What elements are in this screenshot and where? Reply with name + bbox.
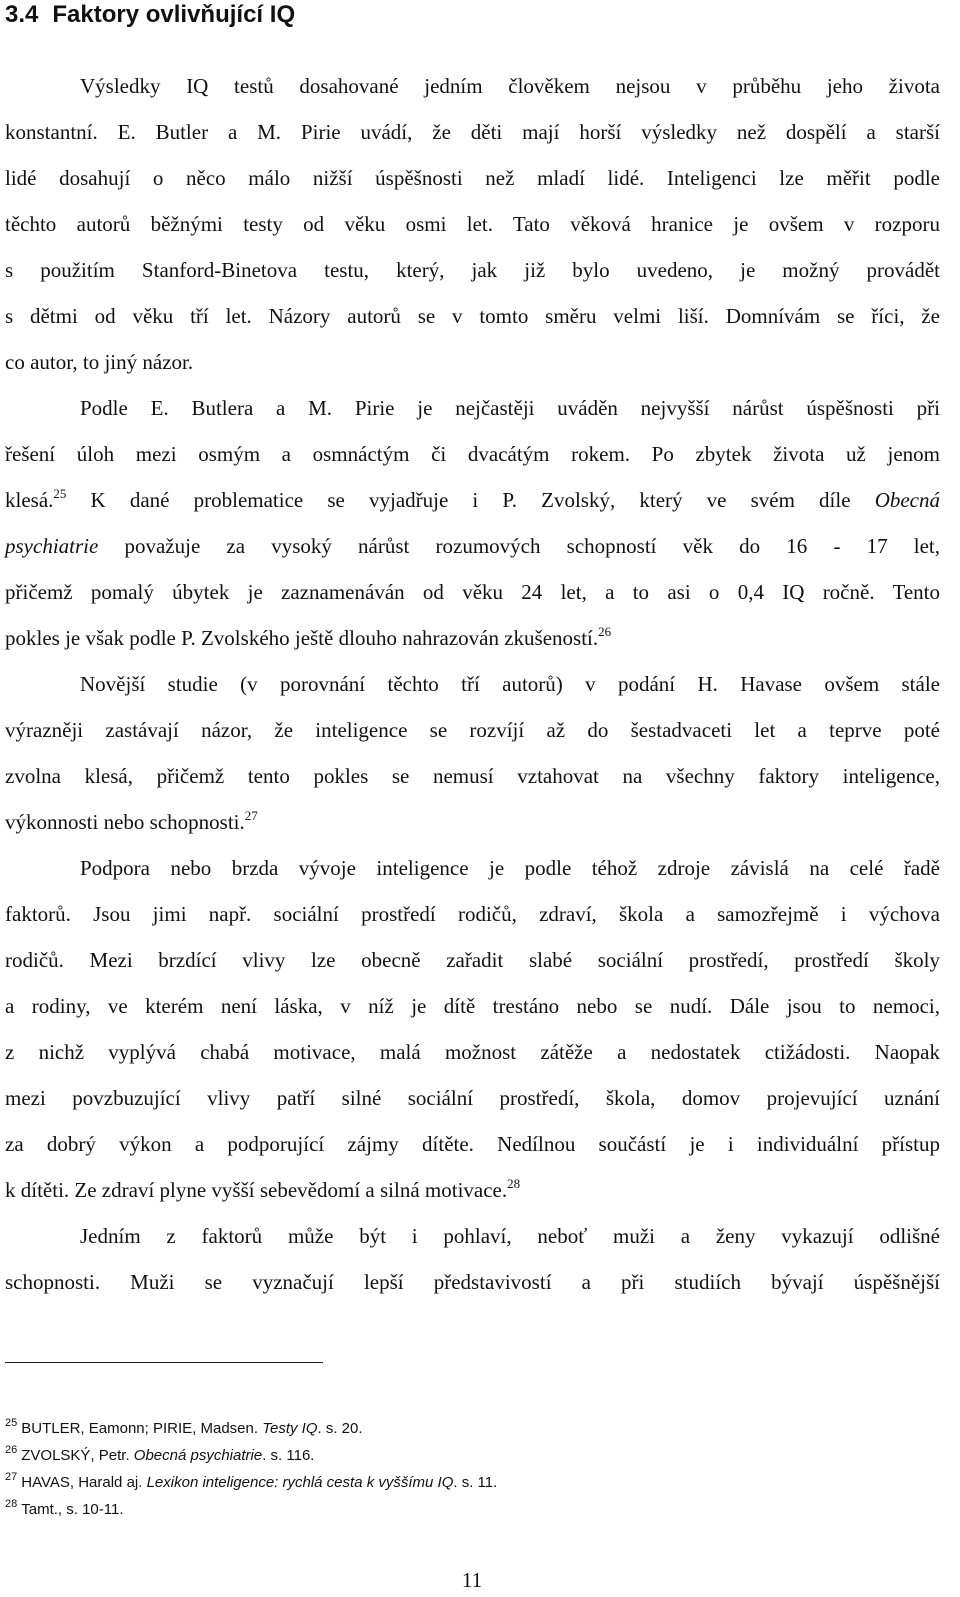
paragraph-4-line: Podpora nebo brzda vývoje inteligence je podle téhož zdroje závislá na celé řadě — [80, 856, 940, 880]
paragraph-4-line: za dobrý výkon a podporující zájmy dítěte. Nedílnou součástí je i individuální přístup — [5, 1132, 940, 1156]
footnote-separator — [5, 1362, 323, 1363]
paragraph-1-line: s použitím Stanford-Binetova testu, který, jak již bylo uvedeno, je možný provádět — [5, 258, 940, 282]
footnote-number: 26 — [5, 1444, 18, 1456]
footnote-ref-28[interactable]: 28 — [507, 1176, 521, 1191]
footnote-26 — [5, 1446, 314, 1466]
paragraph-4-line: faktorů. Jsou jimi např. sociální prostředí rodičů, zdraví, škola a samozřejmě i výchova — [5, 902, 940, 926]
paragraph-1-line: těchto autorů běžnými testy od věku osmi let. Tato věková hranice je ovšem v rozporu — [5, 212, 940, 236]
paragraph-1-line: lidé dosahují o něco málo nižší úspěšnosti než mladí lidé. Inteligenci lze měřit podle — [5, 166, 940, 190]
footnote-27 — [5, 1473, 497, 1493]
footnote-text: . s. 20. — [317, 1420, 363, 1437]
footnote-text: BUTLER, Eamonn; PIRIE, Madsen. — [21, 1420, 263, 1437]
footnote-ref-26[interactable]: 26 — [598, 624, 612, 639]
paragraph-5-line: schopnosti. Muži se vyznačují lepší představivostí a při studiích bývají úspěšnější — [5, 1270, 940, 1294]
text-run: pokles je však podle P. Zvolského ještě dlouho nahrazován zkušeností. — [5, 626, 599, 650]
footnote-title: Testy IQ — [262, 1420, 318, 1437]
paragraph-3-line — [5, 808, 940, 836]
text-run: K dané problematice se vyjadřuje i P. Zvolský, který ve svém díle — [66, 488, 875, 512]
footnote-text: . s. 116. — [262, 1447, 315, 1464]
paragraph-4-line: z nichž vyplývá chabá motivace, malá možnost zátěže a nedostatek ctižádosti. Naopak — [5, 1040, 940, 1064]
paragraph-1-line: Výsledky IQ testů dosahované jedním člověkem nejsou v průběhu jeho života — [80, 74, 940, 98]
paragraph-2-line: přičemž pomalý úbytek je zaznamenáván od věku 24 let, a to asi o 0,4 IQ ročně. Tento — [5, 580, 940, 604]
paragraph-4-line: a rodiny, ve kterém není láska, v níž je dítě trestáno nebo se nudí. Dále jsou to nemoci, — [5, 994, 940, 1018]
footnote-ref-27[interactable]: 27 — [244, 808, 258, 823]
footnote-text: Tamt., s. 10-11. — [21, 1501, 124, 1518]
paragraph-2-line — [5, 532, 940, 560]
footnote-28 — [5, 1500, 124, 1520]
text-run: k dítěti. Ze zdraví plyne vyšší sebevědomí a silná motivace. — [5, 1178, 508, 1202]
paragraph-2-line: Podle E. Butlera a M. Pirie je nejčastěji uváděn nejvyšší nárůst úspěšnosti při — [80, 396, 940, 420]
footnote-text: HAVAS, Harald aj. — [21, 1474, 147, 1491]
book-title: psychiatrie — [5, 534, 99, 558]
paragraph-3-line: zvolna klesá, přičemž tento pokles se nemusí vztahovat na všechny faktory inteligence, — [5, 764, 940, 788]
paragraph-3-line: Novější studie (v porovnání těchto tří autorů) v podání H. Havase ovšem stále — [80, 672, 940, 696]
text-run: klesá. — [5, 488, 54, 512]
paragraph-1-line: konstantní. E. Butler a M. Pirie uvádí, že děti mají horší výsledky než dospělí a starší — [5, 120, 940, 144]
footnote-number: 25 — [5, 1417, 18, 1429]
footnote-title: Lexikon inteligence: rychlá cesta k vyššímu IQ — [146, 1474, 454, 1491]
text-run: považuje za vysoký nárůst rozumových schopností věk do 16 - 17 let, — [98, 534, 940, 558]
paragraph-5-line: Jedním z faktorů může být i pohlaví, neboť muži a ženy vykazují odlišné — [80, 1224, 940, 1248]
footnote-number: 27 — [5, 1471, 18, 1483]
paragraph-4-line: rodičů. Mezi brzdící vlivy lze obecně zařadit slabé sociální prostředí, prostředí školy — [5, 948, 940, 972]
section-title: Faktory ovlivňující IQ — [52, 1, 296, 28]
paragraph-2-line: řešení úloh mezi osmým a osmnáctým či dvacátým rokem. Po zbytek života už jenom — [5, 442, 940, 466]
paragraph-2-line — [5, 486, 940, 514]
paragraph-1-line: s dětmi od věku tří let. Názory autorů se v tomto směru velmi liší. Domnívám se říci, že — [5, 304, 940, 328]
page-number: 11 — [461, 1568, 483, 1592]
text-run: výkonnosti nebo schopnosti. — [5, 810, 245, 834]
footnote-title: Obecná psychiatrie — [133, 1447, 263, 1464]
book-title: Obecná — [874, 488, 940, 512]
section-number: 3.4 — [5, 1, 39, 28]
paragraph-3-line: výrazněji zastávají názor, že inteligence se rozvíjí až do šestadvaceti let a teprve poté — [5, 718, 940, 742]
footnote-text: . s. 11. — [453, 1474, 498, 1491]
footnote-number: 28 — [5, 1498, 18, 1510]
paragraph-2-line — [5, 624, 940, 652]
footnote-ref-25[interactable]: 25 — [53, 486, 67, 501]
paragraph-4-line: mezi povzbuzující vlivy patří silné sociální prostředí, škola, domov projevující uznání — [5, 1086, 940, 1110]
section-heading — [5, 0, 295, 30]
footnote-25 — [5, 1419, 363, 1439]
footnote-text: ZVOLSKÝ, Petr. — [21, 1447, 134, 1464]
paragraph-1-line: co autor, to jiný názor. — [5, 350, 194, 374]
paragraph-4-line — [5, 1176, 940, 1204]
